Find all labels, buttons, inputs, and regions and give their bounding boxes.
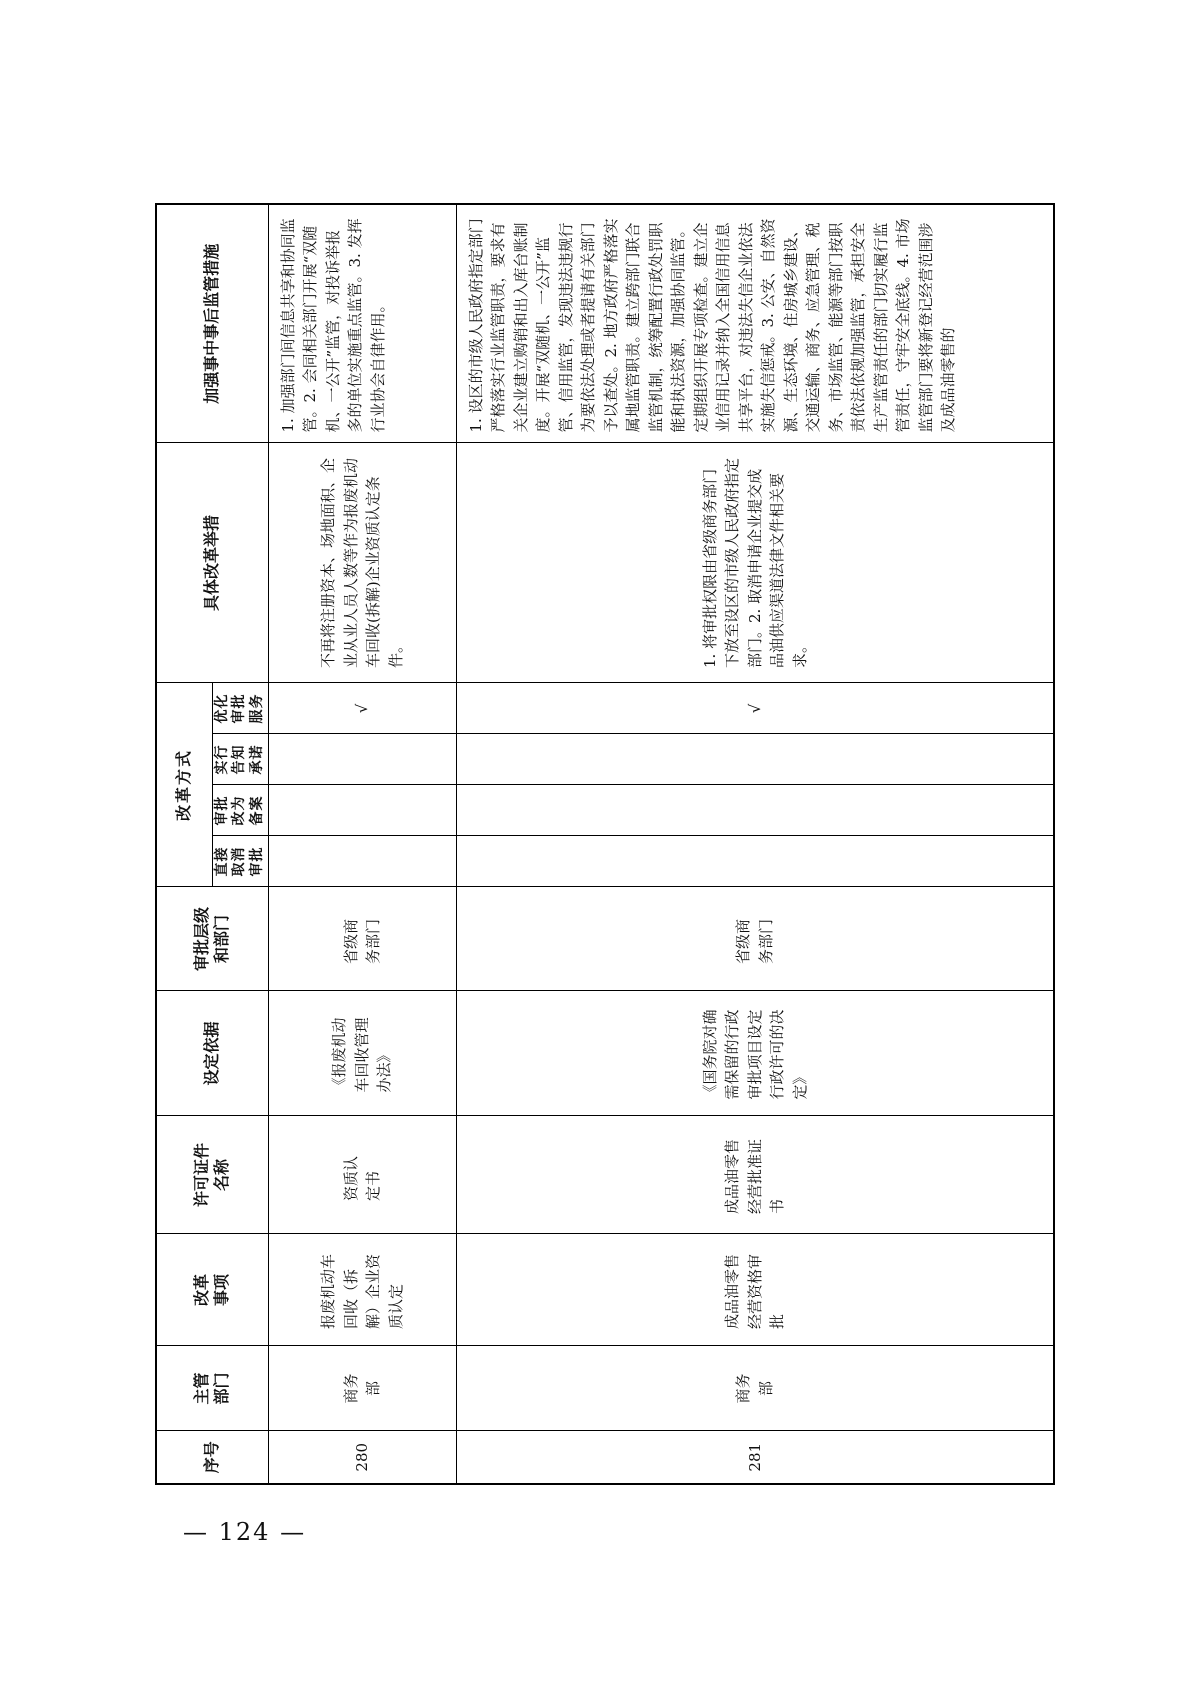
cell-level: 省级商务部门: [456, 887, 1054, 991]
cell-supervision: 1. 设区的市级人民政府指定部门严格落实行业监管职责，要求有关企业建立购销和出入库台账制度。开展“双随机、一公开”监管、信用监管，发现违法违规行为要依法处理或者提请有关部门予以查处。2. 地方政府严格落实属地监管职责。建立跨部门联合监管机制，统筹配置行政处罚职能和执法资源，加强协同监管。定期组织开展专项检查。建立企业信用记录并纳入全国信用信息共享平台，对违法失信企业依法实施失信惩戒。3. 公安、自然资源、生态环境、住房城乡建设、交通运输、商务、应急管理、税务、市场监管、能源等部门按职责依法依规加强监管，承担安全生产监管责任的部门切实履行监管责任，守牢安全底线。4. 市场监管部门要将新登记经营范围涉及成品油零售的: [456, 204, 1054, 443]
cell-license: 资质认定书: [268, 1116, 456, 1234]
cell-mode-notice: [268, 734, 456, 785]
cell-basis: 《报废机动车回收管理办法》: [268, 991, 456, 1116]
header-row: [156, 204, 212, 1484]
check-icon: √: [456, 683, 1054, 734]
cell-mode-direct: [456, 836, 1054, 887]
header-basis: 设定依据: [156, 991, 268, 1116]
table-row: [268, 204, 456, 1484]
cell-dept: 商务部: [456, 1346, 1054, 1431]
cell-level: 省级商务部门: [268, 887, 456, 991]
header-mode-record: 审批改为备案: [212, 785, 268, 836]
page-number: — 124 —: [183, 1518, 307, 1546]
header-mode-optimize: 优化审批服务: [212, 683, 268, 734]
cell-seq: 280: [268, 1431, 456, 1484]
cell-mode-direct: [268, 836, 456, 887]
header-mode-notice: 实行告知承诺: [212, 734, 268, 785]
header-seq: 序号: [156, 1431, 268, 1484]
header-mode: 改革方式: [156, 683, 212, 887]
header-mode-direct: 直接取消审批: [212, 836, 268, 887]
header-supervision: 加强事中事后监管措施: [156, 204, 268, 443]
check-icon: √: [268, 683, 456, 734]
cell-supervision: 1. 加强部门间信息共享和协同监管。2. 会同相关部门开展“双随机、一公开”监管，对投诉举报多的单位实施重点监管。3. 发挥行业协会自律作用。: [268, 204, 456, 443]
header-level: 审批层级和部门: [156, 887, 268, 991]
cell-seq: 281: [456, 1431, 1054, 1484]
cell-measures: 不再将注册资本、场地面积、企业从业人员人数等作为报废机动车回收(拆解)企业资质认定条件。: [268, 443, 456, 683]
cell-item: 成品油零售经营资格审批: [456, 1234, 1054, 1346]
header-item: 改革事项: [156, 1234, 268, 1346]
cell-license: 成品油零售经营批准证书: [456, 1116, 1054, 1234]
cell-dept: 商务部: [268, 1346, 456, 1431]
header-measures: 具体改革举措: [156, 443, 268, 683]
cell-measures: 1. 将审批权限由省级商务部门下放至设区的市级人民政府指定部门。2. 取消申请企业提交成品油供应渠道法律文件相关要求。: [456, 443, 1054, 683]
table-row: [456, 204, 1054, 1484]
reform-table: [155, 203, 1055, 1485]
cell-basis: 《国务院对确需保留的行政审批项目设定行政许可的决定》: [456, 991, 1054, 1116]
cell-item: 报废机动车回收（拆解）企业资质认定: [268, 1234, 456, 1346]
cell-mode-record: [268, 785, 456, 836]
cell-mode-notice: [456, 734, 1054, 785]
header-license: 许可证件名称: [156, 1116, 268, 1234]
rotated-table-wrapper: [155, 205, 1053, 1485]
header-dept: 主管部门: [156, 1346, 268, 1431]
cell-mode-record: [456, 785, 1054, 836]
